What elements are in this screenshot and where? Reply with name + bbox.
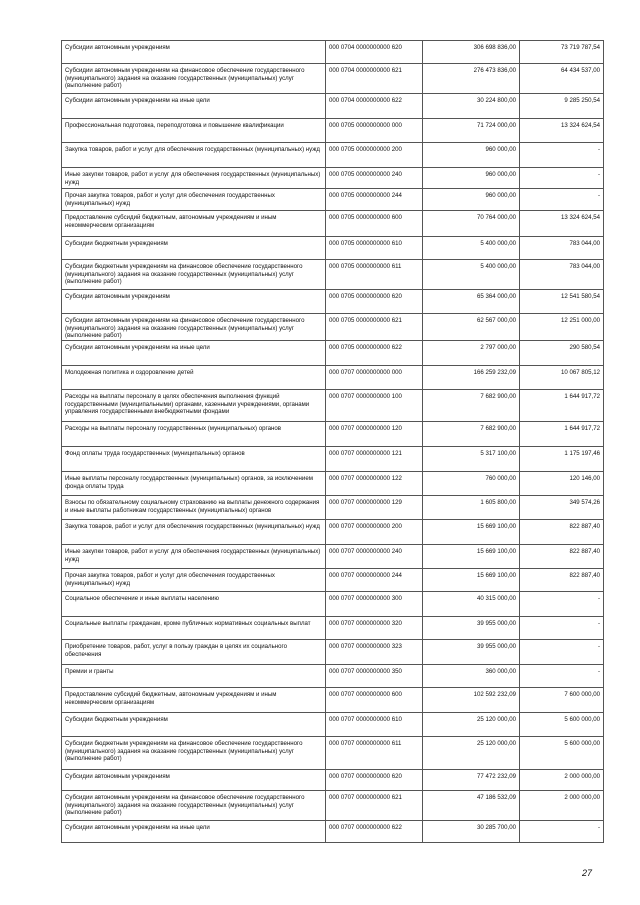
row-code: 000 0704 0000000000 620: [326, 41, 423, 64]
table-row: [62, 496, 604, 520]
row-executed-amount: 1 644 917,72: [520, 390, 604, 422]
row-name: Субсидии автономным учреждениям: [62, 290, 326, 314]
row-plan-amount: 5 400 000,00: [423, 237, 520, 260]
row-executed-amount: 13 324 624,54: [520, 211, 604, 237]
table-row: [62, 189, 604, 211]
row-name: Прочая закупка товаров, работ и услуг для обеспечения государственных (муниципальных) нужд: [62, 569, 326, 592]
row-code: 000 0705 0000000000 200: [326, 143, 423, 168]
row-plan-amount: 960 000,00: [423, 189, 520, 211]
row-name: Субсидии бюджетным учреждениям на финансовое обеспечение государственного (муниципального) задания на оказание государственных (муниципальных) услуг (выполнение работ): [62, 737, 326, 770]
table-row: [62, 472, 604, 496]
row-executed-amount: 12 251 000,00: [520, 314, 604, 341]
row-plan-amount: 47 186 532,09: [423, 791, 520, 821]
table-row: [62, 665, 604, 688]
table-row: [62, 545, 604, 569]
row-code: 000 0707 0000000000 129: [326, 496, 423, 520]
table-row: [62, 737, 604, 770]
row-code: 000 0704 0000000000 621: [326, 64, 423, 94]
row-name: Субсидии автономным учреждениям: [62, 41, 326, 64]
row-code: 000 0707 0000000000 240: [326, 545, 423, 569]
row-executed-amount: -: [520, 617, 604, 640]
row-name: Субсидии автономным учреждениям на финансовое обеспечение государственного (муниципального) задания на оказание государственных (муниципальных) услуг (выполнение работ): [62, 64, 326, 94]
row-plan-amount: 1 605 800,00: [423, 496, 520, 520]
page-number: 27: [582, 868, 593, 878]
row-name: Прочая закупка товаров, работ и услуг для обеспечения государственных (муниципальных) нужд: [62, 189, 326, 211]
row-executed-amount: 1 644 917,72: [520, 422, 604, 447]
table-body: [62, 41, 604, 843]
table-row: [62, 143, 604, 168]
row-executed-amount: 64 434 537,00: [520, 64, 604, 94]
row-code: 000 0705 0000000000 620: [326, 290, 423, 314]
table-row: [62, 447, 604, 472]
row-executed-amount: 822 887,40: [520, 520, 604, 545]
table-row: [62, 64, 604, 94]
row-plan-amount: 306 698 836,00: [423, 41, 520, 64]
row-plan-amount: 960 000,00: [423, 168, 520, 189]
row-code: 000 0707 0000000000 100: [326, 390, 423, 422]
row-code: 000 0707 0000000000 200: [326, 520, 423, 545]
row-name: Субсидии бюджетным учреждениям: [62, 713, 326, 737]
row-code: 000 0705 0000000000 622: [326, 341, 423, 366]
row-code: 000 0707 0000000000 000: [326, 366, 423, 390]
row-executed-amount: 9 285 250,54: [520, 94, 604, 119]
row-plan-amount: 15 669 100,00: [423, 569, 520, 592]
row-executed-amount: 2 000 000,00: [520, 770, 604, 791]
row-code: 000 0707 0000000000 300: [326, 592, 423, 617]
table-row: [62, 821, 604, 843]
row-code: 000 0707 0000000000 320: [326, 617, 423, 640]
row-plan-amount: 71 724 000,00: [423, 119, 520, 143]
table-row: [62, 592, 604, 617]
row-plan-amount: 15 669 100,00: [423, 545, 520, 569]
row-name: Субсидии бюджетным учреждениям на финансовое обеспечение государственного (муниципального) задания на оказание государственных (муниципальных) услуг (выполнение работ): [62, 260, 326, 290]
row-executed-amount: 7 600 000,00: [520, 688, 604, 713]
row-executed-amount: 822 887,40: [520, 545, 604, 569]
row-name: Иные выплаты персоналу государственных (муниципальных) органов, за исключением фонда оплаты труда: [62, 472, 326, 496]
row-name: Предоставление субсидий бюджетным, автономным учреждениям и иным некоммерческим организациям: [62, 688, 326, 713]
row-code: 000 0707 0000000000 122: [326, 472, 423, 496]
row-executed-amount: 10 067 805,12: [520, 366, 604, 390]
budget-table: [61, 40, 604, 843]
row-code: 000 0707 0000000000 621: [326, 791, 423, 821]
row-plan-amount: 40 315 000,00: [423, 592, 520, 617]
row-name: Социальные выплаты гражданам, кроме публичных нормативных социальных выплат: [62, 617, 326, 640]
row-code: 000 0705 0000000000 621: [326, 314, 423, 341]
row-plan-amount: 760 000,00: [423, 472, 520, 496]
row-executed-amount: -: [520, 665, 604, 688]
row-name: Субсидии автономным учреждениям: [62, 770, 326, 791]
row-executed-amount: 2 000 000,00: [520, 791, 604, 821]
row-plan-amount: 65 364 000,00: [423, 290, 520, 314]
table-row: [62, 617, 604, 640]
row-executed-amount: 5 600 000,00: [520, 713, 604, 737]
row-plan-amount: 5 400 000,00: [423, 260, 520, 290]
row-name: Премии и гранты: [62, 665, 326, 688]
row-plan-amount: 5 317 100,00: [423, 447, 520, 472]
table-row: [62, 422, 604, 447]
row-plan-amount: 70 764 000,00: [423, 211, 520, 237]
row-name: Субсидии автономным учреждениям на финансовое обеспечение государственного (муниципального) задания на оказание государственных (муниципальных) услуг (выполнение работ): [62, 314, 326, 341]
row-executed-amount: 73 719 787,54: [520, 41, 604, 64]
row-plan-amount: 960 000,00: [423, 143, 520, 168]
row-code: 000 0705 0000000000 000: [326, 119, 423, 143]
row-executed-amount: -: [520, 592, 604, 617]
row-name: Закупка товаров, работ и услуг для обеспечения государственных (муниципальных) нужд: [62, 520, 326, 545]
row-executed-amount: -: [520, 189, 604, 211]
row-name: Субсидии автономным учреждениям на иные цели: [62, 94, 326, 119]
table-row: [62, 569, 604, 592]
row-code: 000 0707 0000000000 610: [326, 713, 423, 737]
row-executed-amount: -: [520, 640, 604, 665]
table-row: [62, 211, 604, 237]
row-executed-amount: 783 044,00: [520, 237, 604, 260]
table-row: [62, 290, 604, 314]
row-name: Субсидии бюджетным учреждениям: [62, 237, 326, 260]
table-row: [62, 41, 604, 64]
row-name: Взносы по обязательному социальному страхованию на выплаты денежного содержания и иные выплаты работникам государственных (муниципальных) органов: [62, 496, 326, 520]
table-row: [62, 770, 604, 791]
row-code: 000 0707 0000000000 350: [326, 665, 423, 688]
row-name: Профессиональная подготовка, переподготовка и повышение квалификации: [62, 119, 326, 143]
row-plan-amount: 77 472 232,09: [423, 770, 520, 791]
row-name: Расходы на выплаты персоналу в целях обеспечения выполнения функций государственными (муниципальными) органами, казенными учреждениями, органами управления государственными внебюджетными фондами: [62, 390, 326, 422]
table-row: [62, 341, 604, 366]
row-code: 000 0705 0000000000 240: [326, 168, 423, 189]
row-plan-amount: 15 669 100,00: [423, 520, 520, 545]
row-code: 000 0704 0000000000 622: [326, 94, 423, 119]
row-plan-amount: 166 259 232,09: [423, 366, 520, 390]
row-code: 000 0705 0000000000 244: [326, 189, 423, 211]
row-executed-amount: 822 887,40: [520, 569, 604, 592]
row-executed-amount: 783 044,00: [520, 260, 604, 290]
row-name: Субсидии автономным учреждениям на иные цели: [62, 341, 326, 366]
row-plan-amount: 2 797 000,00: [423, 341, 520, 366]
row-executed-amount: 120 146,00: [520, 472, 604, 496]
table-row: [62, 713, 604, 737]
table-row: [62, 119, 604, 143]
row-code: 000 0705 0000000000 611: [326, 260, 423, 290]
table-row: [62, 520, 604, 545]
row-name: Фонд оплаты труда государственных (муниципальных) органов: [62, 447, 326, 472]
table-row: [62, 791, 604, 821]
table-row: [62, 688, 604, 713]
row-name: Молодежная политика и оздоровление детей: [62, 366, 326, 390]
row-code: 000 0707 0000000000 600: [326, 688, 423, 713]
row-name: Расходы на выплаты персоналу государственных (муниципальных) органов: [62, 422, 326, 447]
row-name: Субсидии автономным учреждениям на финансовое обеспечение государственного (муниципального) задания на оказание государственных (муниципальных) услуг (выполнение работ): [62, 791, 326, 821]
row-plan-amount: 276 473 836,00: [423, 64, 520, 94]
row-code: 000 0705 0000000000 610: [326, 237, 423, 260]
row-code: 000 0707 0000000000 244: [326, 569, 423, 592]
table-row: [62, 168, 604, 189]
row-name: Социальное обеспечение и иные выплаты населению: [62, 592, 326, 617]
row-executed-amount: 290 580,54: [520, 341, 604, 366]
row-executed-amount: -: [520, 168, 604, 189]
row-plan-amount: 360 000,00: [423, 665, 520, 688]
table-row: [62, 94, 604, 119]
row-plan-amount: 30 224 800,00: [423, 94, 520, 119]
row-name: Иные закупки товаров, работ и услуг для обеспечения государственных (муниципальных) нужд: [62, 545, 326, 569]
row-plan-amount: 25 120 000,00: [423, 737, 520, 770]
row-plan-amount: 102 592 232,09: [423, 688, 520, 713]
row-executed-amount: -: [520, 821, 604, 843]
row-name: Субсидии автономным учреждениям на иные цели: [62, 821, 326, 843]
table-row: [62, 390, 604, 422]
row-code: 000 0707 0000000000 622: [326, 821, 423, 843]
table-row: [62, 366, 604, 390]
row-name: Иные закупки товаров, работ и услуг для обеспечения государственных (муниципальных) нужд: [62, 168, 326, 189]
row-code: 000 0705 0000000000 600: [326, 211, 423, 237]
table-row: [62, 237, 604, 260]
row-code: 000 0707 0000000000 121: [326, 447, 423, 472]
row-plan-amount: 30 285 700,00: [423, 821, 520, 843]
table-row: [62, 260, 604, 290]
row-code: 000 0707 0000000000 611: [326, 737, 423, 770]
row-executed-amount: 5 600 000,00: [520, 737, 604, 770]
row-plan-amount: 7 682 900,00: [423, 390, 520, 422]
row-code: 000 0707 0000000000 323: [326, 640, 423, 665]
row-executed-amount: 1 175 197,46: [520, 447, 604, 472]
row-plan-amount: 39 955 000,00: [423, 640, 520, 665]
row-plan-amount: 39 955 000,00: [423, 617, 520, 640]
row-plan-amount: 7 682 900,00: [423, 422, 520, 447]
row-executed-amount: -: [520, 143, 604, 168]
row-executed-amount: 349 574,26: [520, 496, 604, 520]
row-code: 000 0707 0000000000 120: [326, 422, 423, 447]
row-executed-amount: 13 324 624,54: [520, 119, 604, 143]
row-code: 000 0707 0000000000 620: [326, 770, 423, 791]
table-row: [62, 640, 604, 665]
row-name: Закупка товаров, работ и услуг для обеспечения государственных (муниципальных) нужд: [62, 143, 326, 168]
row-executed-amount: 12 541 580,54: [520, 290, 604, 314]
row-name: Приобретение товаров, работ, услуг в пользу граждан в целях их социального обеспечения: [62, 640, 326, 665]
row-plan-amount: 25 120 000,00: [423, 713, 520, 737]
table-row: [62, 314, 604, 341]
row-name: Предоставление субсидий бюджетным, автономным учреждениям и иным некоммерческим организациям: [62, 211, 326, 237]
row-plan-amount: 62 567 000,00: [423, 314, 520, 341]
